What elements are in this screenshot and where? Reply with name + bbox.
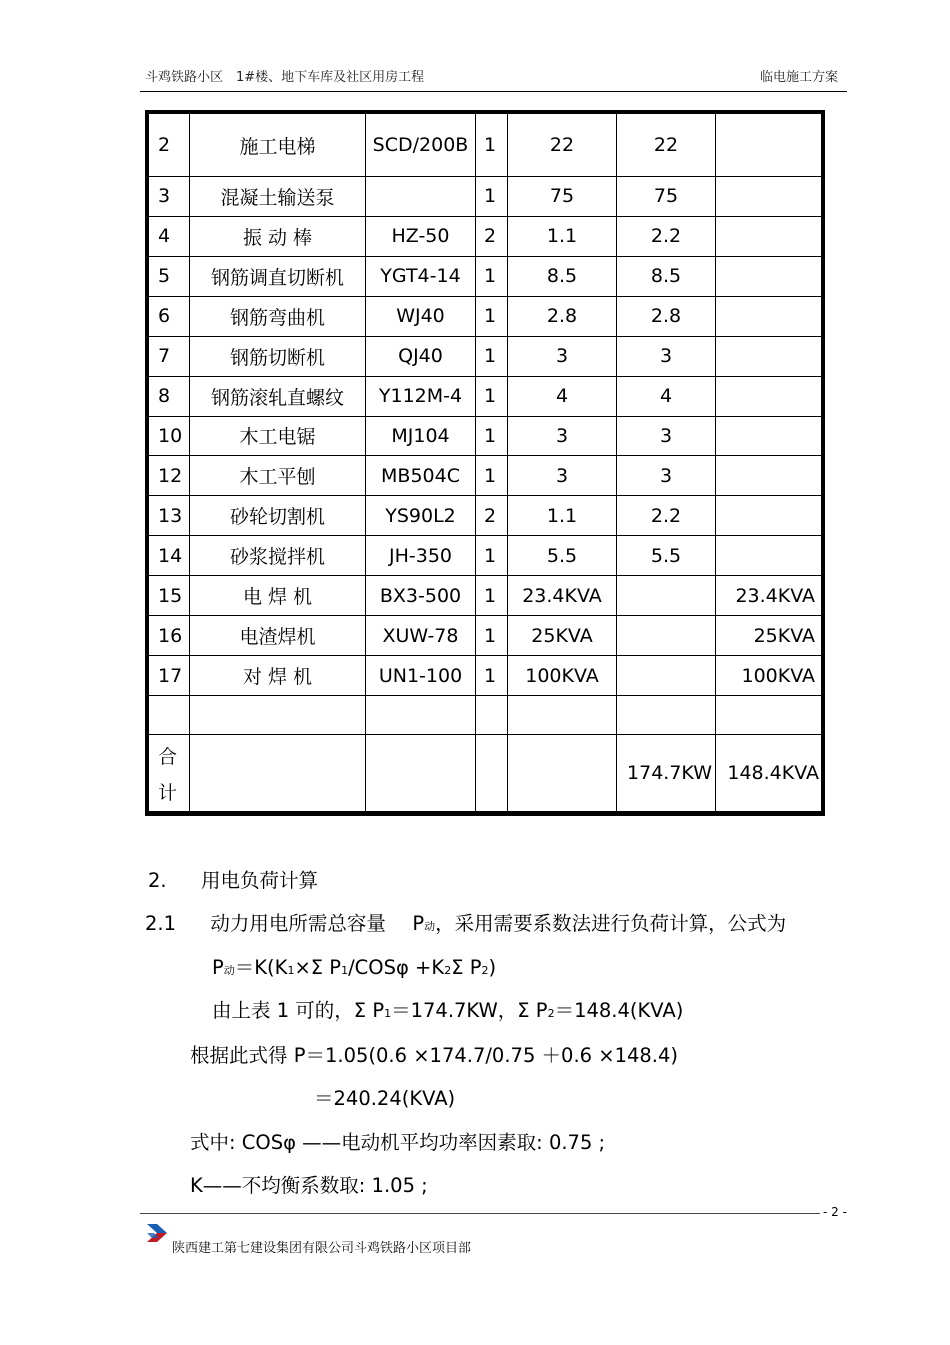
cell-empty: [508, 735, 617, 812]
cell-kva: [716, 216, 822, 256]
k-definition: K——不均衡系数取: 1.05 ;: [190, 1174, 428, 1197]
table-row: [149, 256, 822, 296]
table-row: [149, 114, 822, 177]
header-doc-title: 临电施工方案: [759, 70, 838, 85]
cell-kva: 25KVA: [716, 616, 822, 656]
cell-name: 对 焊 机: [190, 656, 366, 696]
table-row: [149, 576, 822, 616]
cell-kva: 23.4KVA: [716, 576, 822, 616]
table-row: [149, 416, 822, 456]
cell-power: 3: [508, 416, 617, 456]
cell-qty: 1: [476, 656, 508, 696]
cell-empty: [366, 696, 476, 735]
cell-empty: [190, 735, 366, 812]
cell-power: 3: [508, 336, 617, 376]
cell-kva: [716, 336, 822, 376]
cell-model: BX3-500: [366, 576, 476, 616]
cell-kw: 8.5: [617, 256, 716, 296]
table-row-empty: [149, 696, 822, 735]
cell-kva: [716, 256, 822, 296]
cell-kva: 100KVA: [716, 656, 822, 696]
cell-kw: [617, 576, 716, 616]
section-title: 用电负荷计算: [201, 869, 319, 892]
cell-kw: 4: [617, 376, 716, 416]
cell-qty: 1: [476, 456, 508, 496]
cell-empty: [476, 696, 508, 735]
cell-model: MJ104: [366, 416, 476, 456]
cell-name: 木工平刨: [190, 456, 366, 496]
cos-definition: 式中: COSφ ——电动机平均功率因素取: 0.75 ;: [190, 1131, 606, 1154]
section-number: 2.: [148, 869, 167, 892]
cell-kw: 3: [617, 456, 716, 496]
cell-empty: [716, 696, 822, 735]
table-row: [149, 496, 822, 536]
cell-power: 2.8: [508, 296, 617, 336]
cell-model: WJ40: [366, 296, 476, 336]
paragraph-number: 2.1: [145, 912, 177, 935]
sum-line: 由上表 1 可的，Σ P1＝174.7KW，Σ P2＝148.4(KVA): [212, 999, 684, 1022]
cell-name: 钢筋滚轧直螺纹: [190, 376, 366, 416]
cell-power: 25KVA: [508, 616, 617, 656]
company-logo-icon: [145, 1221, 169, 1245]
cell-kw: [617, 616, 716, 656]
cell-kva: [716, 177, 822, 217]
cell-power: 3: [508, 456, 617, 496]
cell-no: 16: [149, 616, 190, 656]
cell-no: 7: [149, 336, 190, 376]
table-row: [149, 536, 822, 576]
equipment-table: [145, 110, 825, 816]
cell-model: UN1-100: [366, 656, 476, 696]
cell-qty: 2: [476, 496, 508, 536]
cell-kw: 5.5: [617, 536, 716, 576]
table-row: [149, 456, 822, 496]
cell-qty: 1: [476, 177, 508, 217]
cell-name: 电渣焊机: [190, 616, 366, 656]
cell-power: 4: [508, 376, 617, 416]
cell-kw: 2.8: [617, 296, 716, 336]
formula-line: P动＝K(K1×Σ P1/COSφ +K2Σ P2): [212, 956, 497, 979]
cell-no: 8: [149, 376, 190, 416]
cell-name: 砂浆搅拌机: [190, 536, 366, 576]
cell-no: 14: [149, 536, 190, 576]
cell-model: [366, 177, 476, 217]
cell-no: 17: [149, 656, 190, 696]
cell-kva: [716, 496, 822, 536]
cell-no: 13: [149, 496, 190, 536]
cell-name: 砂轮切割机: [190, 496, 366, 536]
table-row: [149, 296, 822, 336]
cell-qty: 1: [476, 376, 508, 416]
table-row: [149, 656, 822, 696]
cell-qty: 1: [476, 576, 508, 616]
cell-kw: 3: [617, 336, 716, 376]
cell-kva: [716, 376, 822, 416]
cell-model: MB504C: [366, 456, 476, 496]
cell-name: 钢筋弯曲机: [190, 296, 366, 336]
footer-divider: [140, 1213, 847, 1214]
equipment-table-body: [149, 114, 822, 812]
cell-qty: 1: [476, 616, 508, 656]
cell-power: 1.1: [508, 216, 617, 256]
cell-qty: 1: [476, 256, 508, 296]
cell-kva: [716, 536, 822, 576]
table-row-total: [149, 735, 822, 812]
cell-kw: 3: [617, 416, 716, 456]
total-label: [149, 735, 190, 812]
cell-kva: [716, 456, 822, 496]
cell-power: 8.5: [508, 256, 617, 296]
cell-model: XUW-78: [366, 616, 476, 656]
cell-name: 施工电梯: [190, 114, 366, 177]
cell-qty: 1: [476, 536, 508, 576]
cell-kw: [617, 656, 716, 696]
cell-kva: [716, 114, 822, 177]
cell-no: 12: [149, 456, 190, 496]
cell-no: 10: [149, 416, 190, 456]
cell-kw: 75: [617, 177, 716, 217]
cell-name: 钢筋调直切断机: [190, 256, 366, 296]
section-heading: [148, 865, 318, 893]
table-row: [149, 216, 822, 256]
table-row: [149, 616, 822, 656]
cell-empty: [617, 696, 716, 735]
cell-power: 22: [508, 114, 617, 177]
cell-kw: 22: [617, 114, 716, 177]
cell-empty: [190, 696, 366, 735]
header-project-title: 斗鸡铁路小区 1#楼、地下车库及社区用房工程: [145, 70, 425, 85]
cell-kw: 2.2: [617, 216, 716, 256]
footer-company: 陕西建工第七建设集团有限公司斗鸡铁路小区项目部: [172, 1241, 472, 1256]
cell-empty: [366, 735, 476, 812]
cell-no: 4: [149, 216, 190, 256]
cell-model: Y112M-4: [366, 376, 476, 416]
header-divider: [140, 91, 847, 92]
cell-qty: 2: [476, 216, 508, 256]
cell-power: 75: [508, 177, 617, 217]
cell-name: 振 动 棒: [190, 216, 366, 256]
cell-model: YS90L2: [366, 496, 476, 536]
cell-qty: 1: [476, 336, 508, 376]
cell-model: YGT4-14: [366, 256, 476, 296]
cell-qty: 1: [476, 296, 508, 336]
total-label-line2: 计: [158, 782, 178, 804]
cell-empty: [476, 735, 508, 812]
cell-power: 1.1: [508, 496, 617, 536]
table-row: [149, 376, 822, 416]
cell-qty: 1: [476, 416, 508, 456]
cell-model: QJ40: [366, 336, 476, 376]
cell-no: 15: [149, 576, 190, 616]
page-number: - 2 -: [820, 1205, 850, 1219]
cell-power: 23.4KVA: [508, 576, 617, 616]
cell-power: 5.5: [508, 536, 617, 576]
cell-name: 钢筋切断机: [190, 336, 366, 376]
cell-model: SCD/200B: [366, 114, 476, 177]
table-row: [149, 336, 822, 376]
cell-no: 5: [149, 256, 190, 296]
cell-model: HZ-50: [366, 216, 476, 256]
cell-name: 混凝土输送泵: [190, 177, 366, 217]
total-kva: 148.4KVA: [716, 735, 822, 812]
cell-no: 2: [149, 114, 190, 177]
calc-line: 根据此式得 P＝1.05(0.6 ×174.7/0.75 ＋0.6 ×148.4): [190, 1044, 679, 1067]
cell-name: 电 焊 机: [190, 576, 366, 616]
result-line: ＝240.24(KVA): [314, 1087, 456, 1110]
total-kw: 174.7KW: [617, 735, 716, 812]
cell-empty: [149, 696, 190, 735]
cell-power: 100KVA: [508, 656, 617, 696]
cell-kw: 2.2: [617, 496, 716, 536]
cell-no: 6: [149, 296, 190, 336]
total-label-line1: 合: [158, 746, 178, 768]
table-row: [149, 177, 822, 217]
cell-model: JH-350: [366, 536, 476, 576]
cell-no: 3: [149, 177, 190, 217]
cell-kva: [716, 296, 822, 336]
cell-qty: 1: [476, 114, 508, 177]
cell-empty: [508, 696, 617, 735]
paragraph-2-1: 2.1 动力用电所需总容量 P动，采用需要系数法进行负荷计算，公式为: [145, 912, 787, 935]
cell-kva: [716, 416, 822, 456]
cell-name: 木工电锯: [190, 416, 366, 456]
